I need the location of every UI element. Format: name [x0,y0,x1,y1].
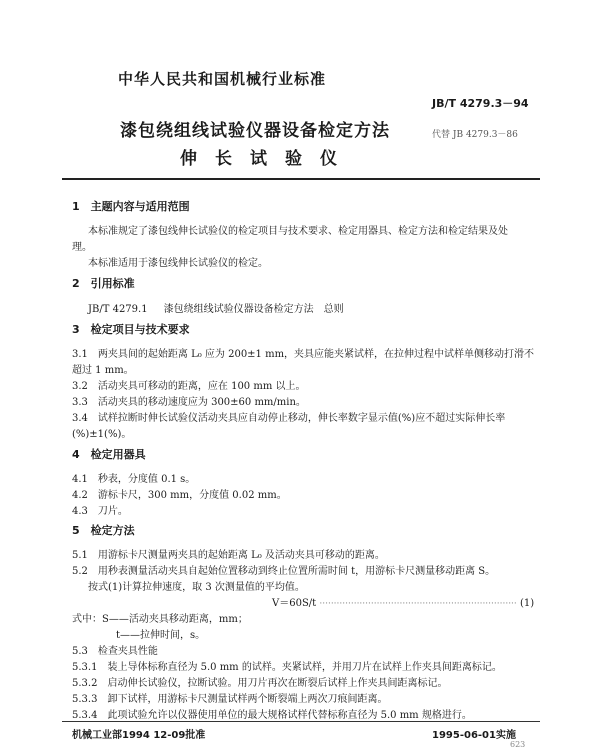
clause-3-1-cont: 超过 1 mm。 [72,365,134,376]
formula-where-s: 式中：S——活动夹具移动距离，mm； [72,614,248,625]
section-4-heading: 4 检定用器具 [72,448,146,461]
section-1-heading: 1 主题内容与适用范围 [72,200,190,213]
clause-5-3-2: 5.3.2 启动伸长试验仪，拉断试验。用刀片再次在断裂后试样上作夹具间距离标记。 [72,678,448,689]
clause-4-2: 4.2 游标卡尺，300 mm，分度值 0.02 mm。 [72,490,287,501]
section-5-heading: 5 检定方法 [72,524,135,537]
clause-5-3: 5.3 检查夹具性能 [72,646,158,657]
document-subtitle: 伸长试验仪 [180,149,355,169]
page-number: 623 [510,740,526,749]
clause-3-3: 3.3 活动夹具的移动速度应为 300±60 mm/min。 [72,397,306,408]
standard-number: JB/T 4279.3－94 [432,97,529,110]
clause-3-4-cont: (%)±1(%)。 [72,429,132,440]
clause-5-3-1: 5.3.1 装上导体标称直径为 5.0 mm 的试样。夹紧试样，并用刀片在试样上作夹具间距离标记。 [72,662,502,673]
clause-3-1: 3.1 两夹具间的起始距离 L₀ 应为 200±1 mm，夹具应能夹紧试样，在拉伸过程中试样单侧移动打滑不 [72,349,535,360]
reference-number: JB/T 4279.1 [88,304,148,315]
formula-number: (1) [519,598,535,609]
section-1-paragraph-1-cont: 理。 [72,242,92,253]
clause-5-3-4: 5.3.4 此项试验允许以仪器使用单位的最大规格试样代替标称直径为 5.0 mm 规格进行。 [72,710,472,721]
reference-standard [88,300,344,315]
formula-1 [272,594,534,609]
document-title: 漆包绕组线试验仪器设备检定方法 [120,121,390,141]
formula-expression: V＝60S/t [272,598,317,609]
clause-5-2: 5.2 用秒表测量活动夹具自起始位置移动到终止位置所需时间 t，用游标卡尺测量移动距离 S。 [72,566,496,577]
formula-leader: ····································································· [319,599,517,609]
clause-5-3-3: 5.3.3 卸下试样，用游标卡尺测量试样两个断裂端上两次刀痕间距离。 [72,694,388,705]
clause-5-1: 5.1 用游标卡尺测量两夹具的起始距离 L₀ 及活动夹具可移动的距离。 [72,550,385,561]
clause-3-4: 3.4 试样拉断时伸长试验仪活动夹具应自动停止移动，伸长率数字显示值(%)应不超过实际伸长率 [72,413,506,424]
header-divider [62,178,540,180]
clause-4-1: 4.1 秒表，分度值 0.1 s。 [72,474,196,485]
section-1-paragraph-2: 本标准适用于漆包线伸长试验仪的检定。 [88,258,268,269]
section-2-heading: 2 引用标准 [72,277,135,290]
formula-where-t: t——拉伸时间，s。 [116,630,206,641]
clause-3-2: 3.2 活动夹具可移动的距离，应在 100 mm 以上。 [72,381,306,392]
standard-category-heading: 中华人民共和国机械行业标准 [118,70,327,88]
effective-date: 1995-06-01实施 [432,730,516,741]
footer-divider [62,721,540,722]
reference-title: 漆包绕组线试验仪器设备检定方法 总则 [163,304,344,315]
section-1-paragraph-1: 本标准规定了漆包线伸长试验仪的检定项目与技术要求、检定用器具、检定方法和检定结果及处 [88,226,508,237]
clause-5-2-cont: 按式(1)计算拉伸速度，取 3 次测量值的平均值。 [88,582,305,593]
replaces-note: 代替 JB 4279.3－86 [432,130,518,140]
approval-date: 机械工业部1994 12-09批准 [72,730,206,741]
clause-4-3: 4.3 刀片。 [72,506,128,517]
section-3-heading: 3 检定项目与技术要求 [72,323,190,336]
